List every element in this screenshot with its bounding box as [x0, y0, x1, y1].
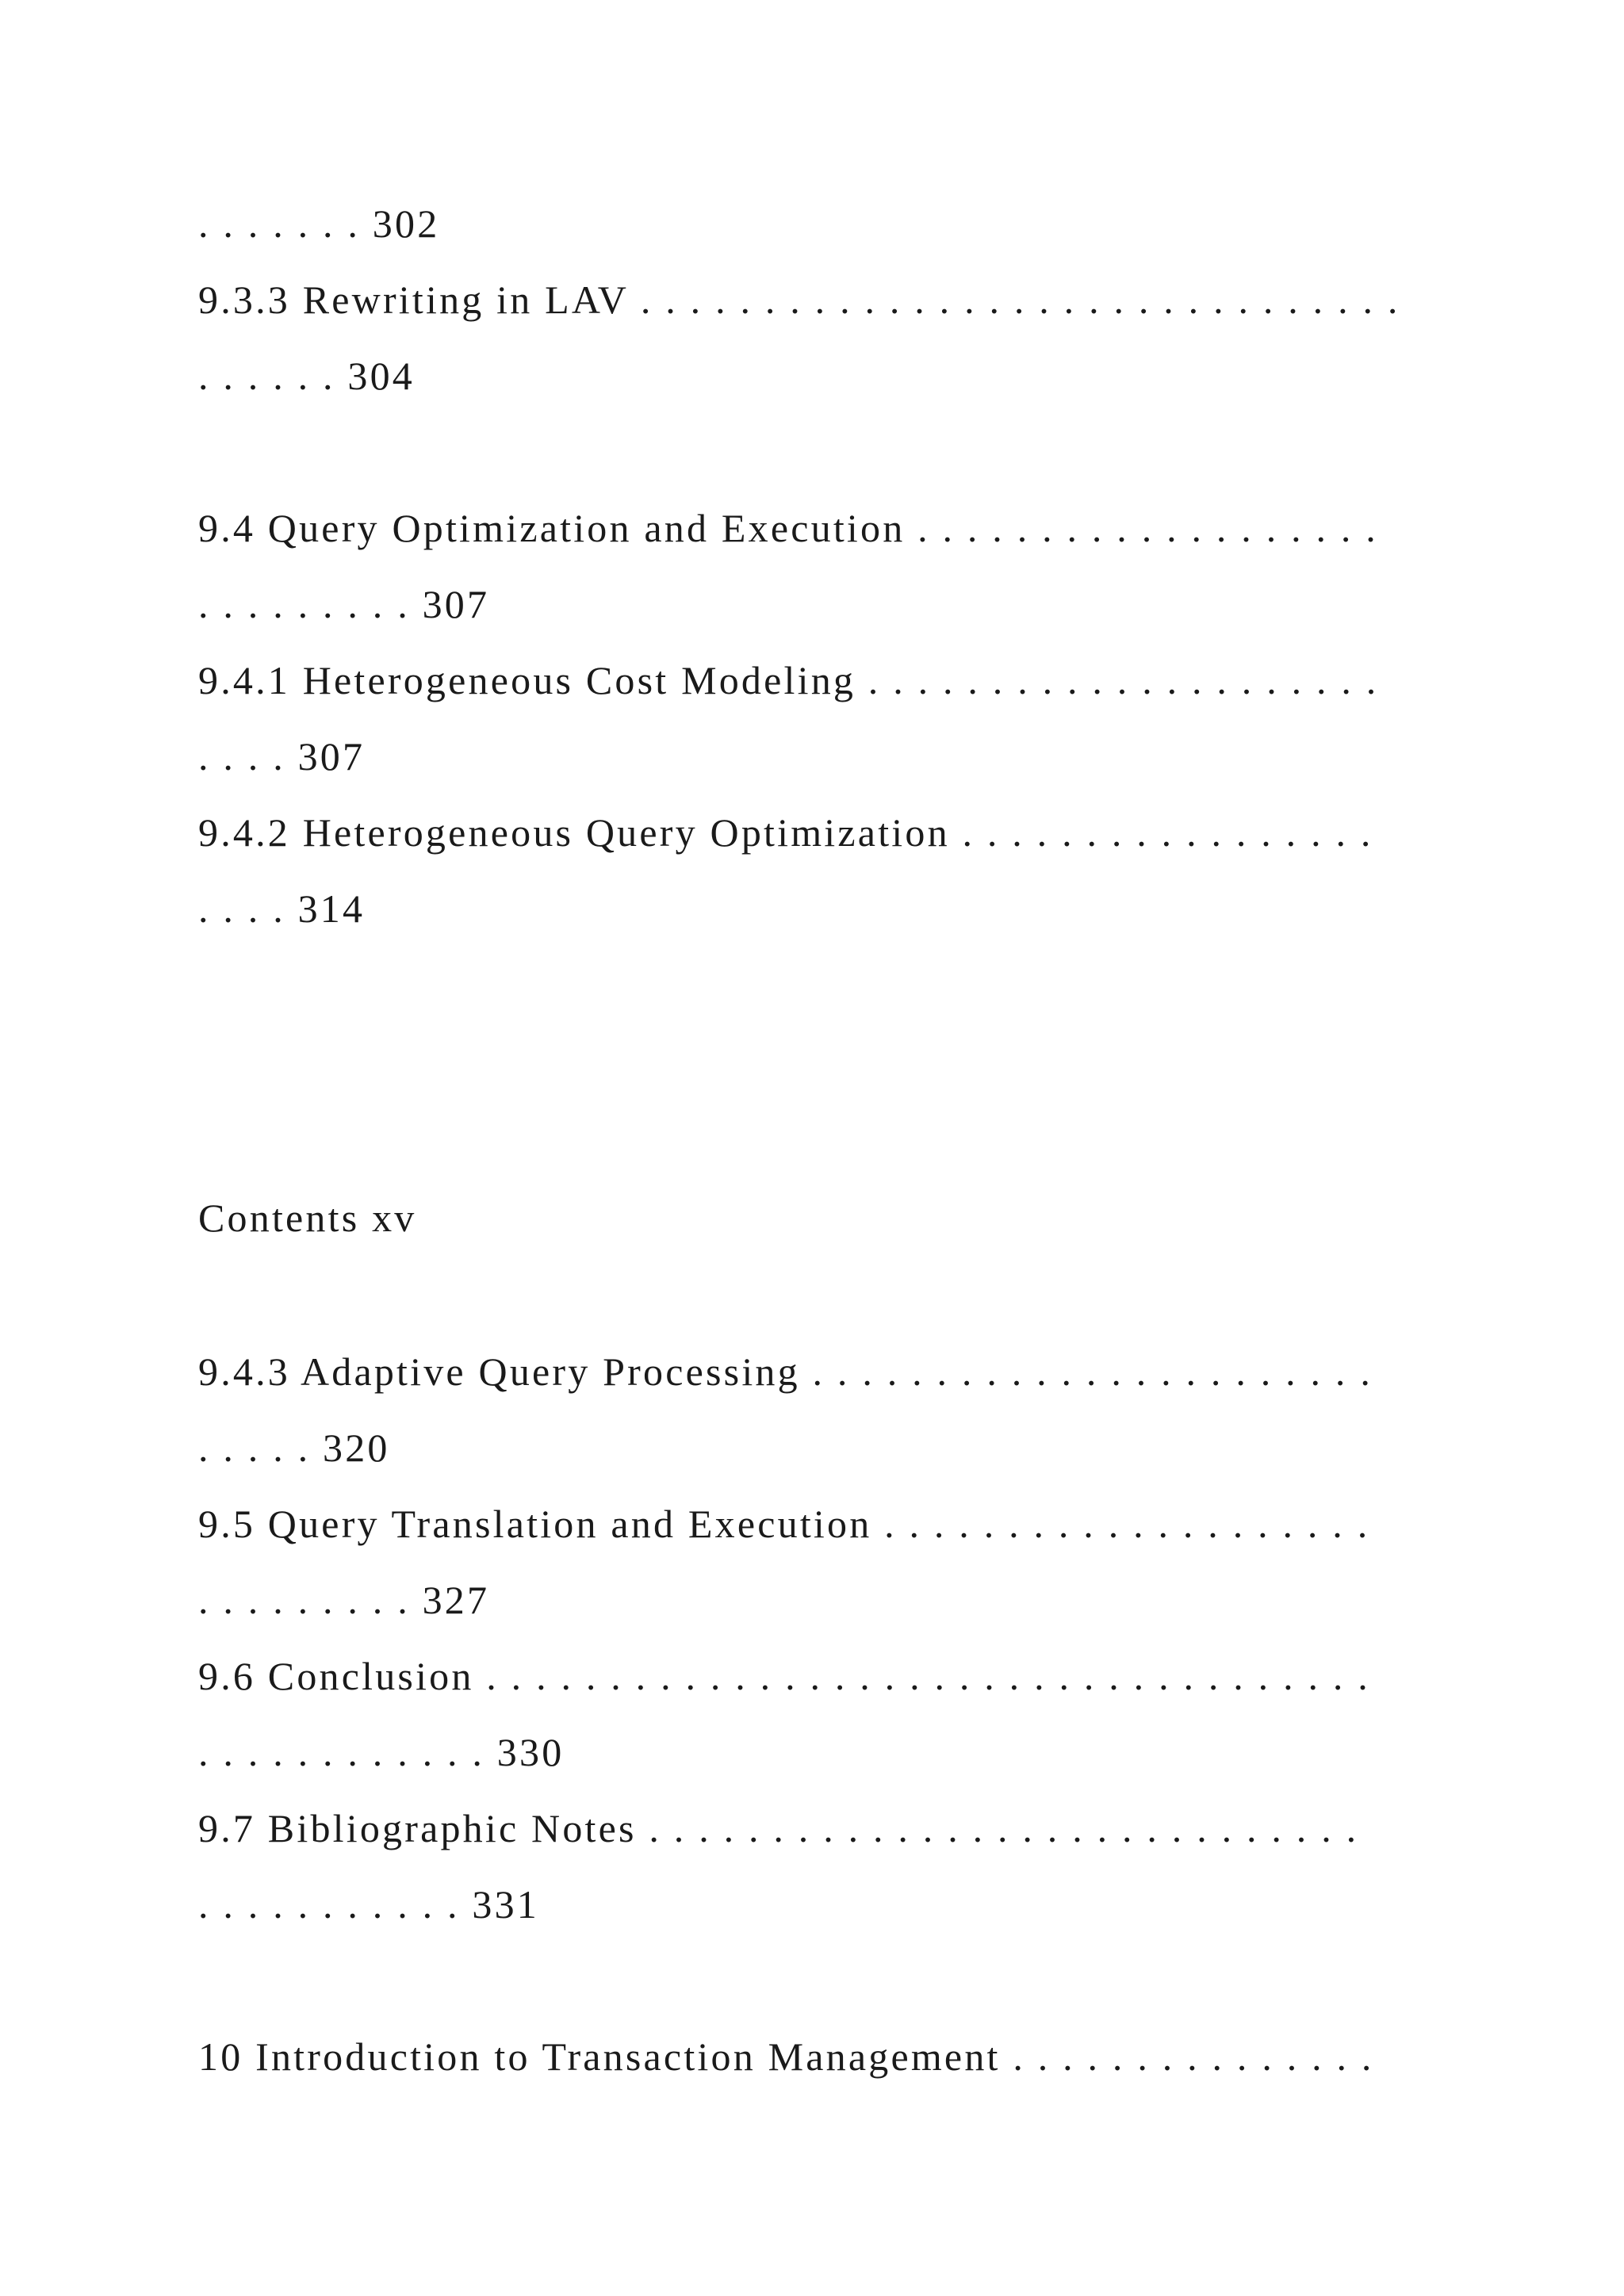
toc-page-number-line: . . . . . . . . . . . . 330 — [198, 1730, 565, 1774]
toc-entry-9-4-3: 9.4.3 Adaptive Query Processing . . . . . . . . . . . . . . . . . . . . . . . — [198, 1349, 1373, 1394]
toc-entry-chapter-10: 10 Introduction to Transaction Management . . . . . . . . . . . . . . . — [198, 2034, 1374, 2079]
toc-page-number-line: . . . . 314 — [198, 886, 366, 931]
toc-page-number-line: . . . . . . . . . 327 — [198, 1578, 490, 1622]
toc-page-number-line: . . . . . 320 — [198, 1425, 390, 1470]
toc-page-number-line: . . . . . . . . . . . 331 — [198, 1882, 539, 1927]
toc-page-number-line: . . . . . . 304 — [198, 354, 415, 398]
toc-entry-9-4-2: 9.4.2 Heterogeneous Query Optimization . . . . . . . . . . . . . . . . . — [198, 810, 1373, 855]
toc-page-number-line: . . . . . . . . . 307 — [198, 582, 490, 626]
toc-entry-9-3-3: 9.3.3 Rewriting in LAV . . . . . . . . . . . . . . . . . . . . . . . . . . . . . . . — [198, 277, 1400, 322]
toc-page-number-line: . . . . . . . 302 — [198, 201, 440, 246]
toc-entry-9-7: 9.7 Bibliographic Notes . . . . . . . . . . . . . . . . . . . . . . . . . . . . . — [198, 1806, 1359, 1850]
toc-entry-9-4-1: 9.4.1 Heterogeneous Cost Modeling . . . . . . . . . . . . . . . . . . . . . — [198, 658, 1379, 702]
toc-page-number-line: . . . . 307 — [198, 734, 366, 779]
toc-entry-9-5: 9.5 Query Translation and Execution . . . . . . . . . . . . . . . . . . . . — [198, 1502, 1370, 1546]
toc-entry-9-4: 9.4 Query Optimization and Execution . . . . . . . . . . . . . . . . . . . — [198, 506, 1378, 550]
running-header: Contents xv — [198, 1196, 417, 1240]
toc-entry-9-6: 9.6 Conclusion . . . . . . . . . . . . . . . . . . . . . . . . . . . . . . . . . . . . — [198, 1654, 1370, 1698]
